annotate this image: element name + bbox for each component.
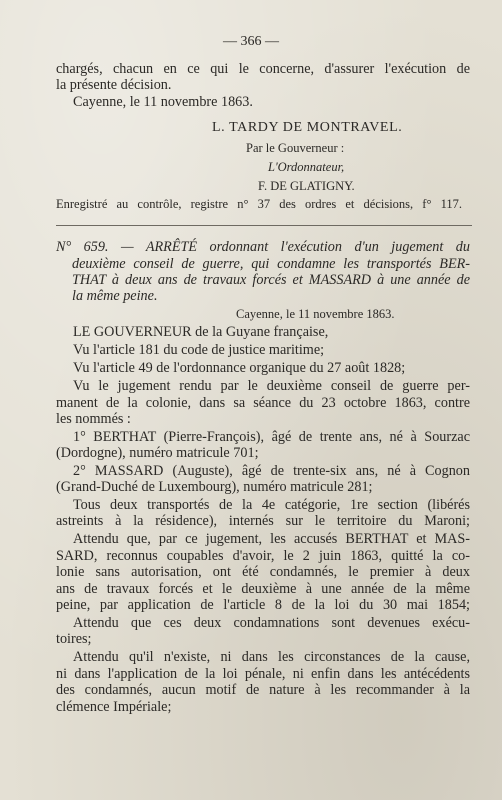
body-line: toires; [56,631,92,647]
body-line: Attendu qu'il n'existe, ni dans les circonstances de la cause, [73,649,470,665]
registration-line: Enregistré au contrôle, registre n° 37 des ordres et décisions, f° 117. [56,197,462,211]
body-line: Vu le jugement rendu par le deuxième conseil de guerre per- [73,378,470,394]
ordonnateur-name: F. DE GLATIGNY. [258,179,355,193]
body-line: 1° BERTHAT (Pierre-François), âgé de trente ans, né à Sourzac [73,429,470,445]
body-line: Attendu que ces deux condamnations sont devenues exécu- [73,615,470,631]
body-line: astreints à la résidence), internés sur le territoire du Maroni; [56,513,470,529]
arrete-title-line: N° 659. — ARRÊTÉ ordonnant l'exécution d'un jugement du [56,239,470,255]
arrete-date-line: Cayenne, le 11 novembre 1863. [236,307,395,321]
body-line: LE GOUVERNEUR de la Guyane française, [73,324,329,340]
arrete-title-line: THAT à deux ans de travaux forcés et MASSARD à une année de [72,272,470,288]
body-line: ni dans l'application de la loi pénale, ni enfin dans les antécédents [56,666,470,682]
body-line: SARD, reconnus coupables d'avoir, le 2 juin 1863, quitté la co- [56,548,470,564]
arrete-title-line: deuxième conseil de guerre, qui condamne les transportés BER- [72,256,470,272]
body-line: (Grand-Duché de Luxembourg), numéro matricule 281; [56,479,373,495]
body-line: clémence Impériale; [56,699,172,715]
ordonnateur-title: L'Ordonnateur, [268,160,345,174]
page-number: — 366 — [223,34,279,49]
signatory: L. TARDY DE MONTRAVEL. [212,120,403,135]
par-le-gouverneur: Par le Gouverneur : [246,141,345,155]
body-line: Vu l'article 49 de l'ordonnance organique du 27 août 1828; [73,360,406,376]
body-line: 2° MASSARD (Auguste), âgé de trente-six ans, né à Cognon [73,463,470,479]
body-line: lonie sans autorisation, ont été condamnés, le premier à deux [56,564,470,580]
separator-rule [56,225,472,226]
text-line: la présente décision. [56,77,172,93]
body-line: manent de la colonie, dans sa séance du 23 octobre 1863, contre [56,395,470,411]
date-line: Cayenne, le 11 novembre 1863. [73,94,253,110]
body-line: ans de travaux forcés et le deuxième à une année de la même [56,581,470,597]
body-line: Attendu que, par ce jugement, les accusés BERTHAT et MAS- [73,531,470,547]
arrete-title-line: la même peine. [72,288,158,304]
body-line: Vu l'article 181 du code de justice maritime; [73,342,325,358]
body-line: peine, par application de l'article 8 de la loi du 30 mai 1854; [56,597,470,613]
body-line: (Dordogne), numéro matricule 701; [56,445,259,461]
text-line: chargés, chacun en ce qui le concerne, d'assurer l'exécution de [56,61,470,77]
body-line: Tous deux transportés de la 4e catégorie, 1re section (libérés [73,497,470,513]
body-line: les nommés : [56,411,131,427]
body-line: des condamnés, aucun motif de nature à les recommander à la [56,682,470,698]
